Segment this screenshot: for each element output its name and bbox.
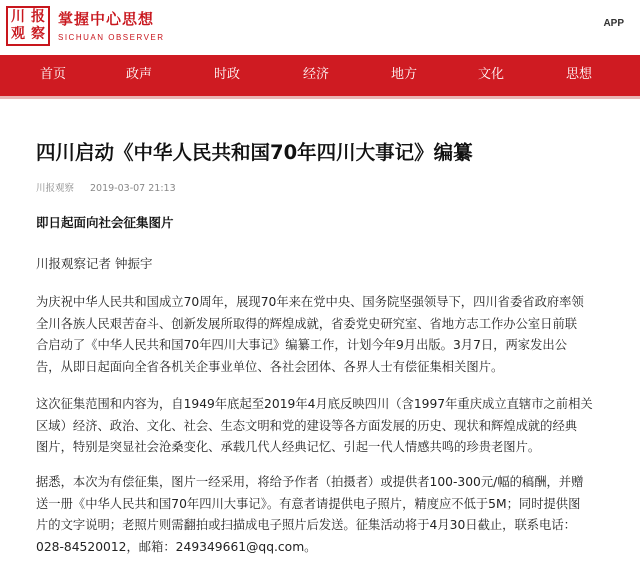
article-paragraph	[36, 394, 612, 459]
nav-item-thought[interactable]: 思想	[566, 67, 593, 82]
paragraph-line: 合启动了《中华人民共和国70年四川大事记》编纂工作，计划今年9月出版。3月7日，两家发出公	[36, 338, 567, 352]
article-paragraph	[36, 292, 612, 378]
article-source[interactable]: 川报观察	[36, 183, 75, 194]
nav-item-economy[interactable]: 经济	[303, 67, 330, 82]
article-byline: 川报观察记者 钟振宇	[36, 256, 153, 271]
paragraph-line: 全川各族人民艰苦奋斗、创新发展所取得的辉煌成就，省委党史研究室、省地方志工作办公室日前联	[36, 316, 578, 331]
logo-char: 察	[31, 26, 45, 42]
logo-char: 观	[11, 26, 25, 42]
paragraph-line: 告，从即日起面向全省各机关企事业单位、各社会团体、各界人士有偿征集相关图片。	[36, 359, 504, 374]
main-nav	[0, 55, 640, 96]
app-download-link[interactable]: APP	[603, 18, 624, 29]
paragraph-line: 据悉，本次为有偿征集，图片一经采用，将给予作者（拍摄者）或提供者100-300元/幅的稿酬，并赠	[36, 475, 584, 489]
brand-slogan: 掌握中心思想	[58, 10, 155, 28]
site-header	[0, 0, 640, 55]
brand-text	[58, 8, 165, 42]
paragraph-line: 片的文字说明；老照片则需翻拍或扫描成电子照片后发送。征集活动将于4月30日截止，联系电话：	[36, 518, 576, 532]
paragraph-line: 送一册《中华人民共和国70年四川大事记》。有意者请提供电子照片，精度应不低于5M；同时提供图	[36, 496, 581, 511]
nav-item-local[interactable]: 地方	[391, 67, 418, 82]
brand-name-en: SICHUAN OBSERVER	[58, 33, 165, 42]
site-logo[interactable]	[6, 6, 50, 46]
article-title: 四川启动《中华人民共和国70年四川大事记》编纂	[36, 141, 473, 164]
article-subheading: 即日起面向社会征集图片	[36, 215, 174, 230]
paragraph-line: 区域）经济、政治、文化、社会、生态文明和党的建设等各方面发展的历史、现状和辉煌成就的经典	[36, 418, 578, 433]
logo-char: 报	[31, 9, 45, 25]
logo-char: 川	[11, 9, 25, 25]
paragraph-line: 为庆祝中华人民共和国成立70周年，展现70年来在党中央、国务院坚强领导下，四川省委省政府率领	[36, 295, 584, 309]
article-meta	[36, 180, 176, 194]
article-date: 2019-03-07 21:13	[90, 183, 176, 194]
paragraph-line: 这次征集范围和内容为，自1949年底起至2019年4月底反映四川（含1997年重庆成立直辖市之前相关	[36, 397, 593, 411]
article	[0, 99, 640, 570]
nav-item-zhengsheng[interactable]: 政声	[126, 67, 153, 82]
nav-item-home[interactable]: 首页	[40, 67, 67, 82]
nav-item-culture[interactable]: 文化	[478, 67, 505, 82]
paragraph-line: 028-84520012，邮箱：249349661@qq.com。	[36, 539, 317, 554]
nav-item-politics[interactable]: 时政	[214, 67, 241, 82]
article-paragraph	[36, 472, 612, 558]
paragraph-line: 图片，特别是突显社会沧桑变化、承载几代人经典记忆、引起一代人情感共鸣的珍贵老图片。	[36, 440, 541, 454]
